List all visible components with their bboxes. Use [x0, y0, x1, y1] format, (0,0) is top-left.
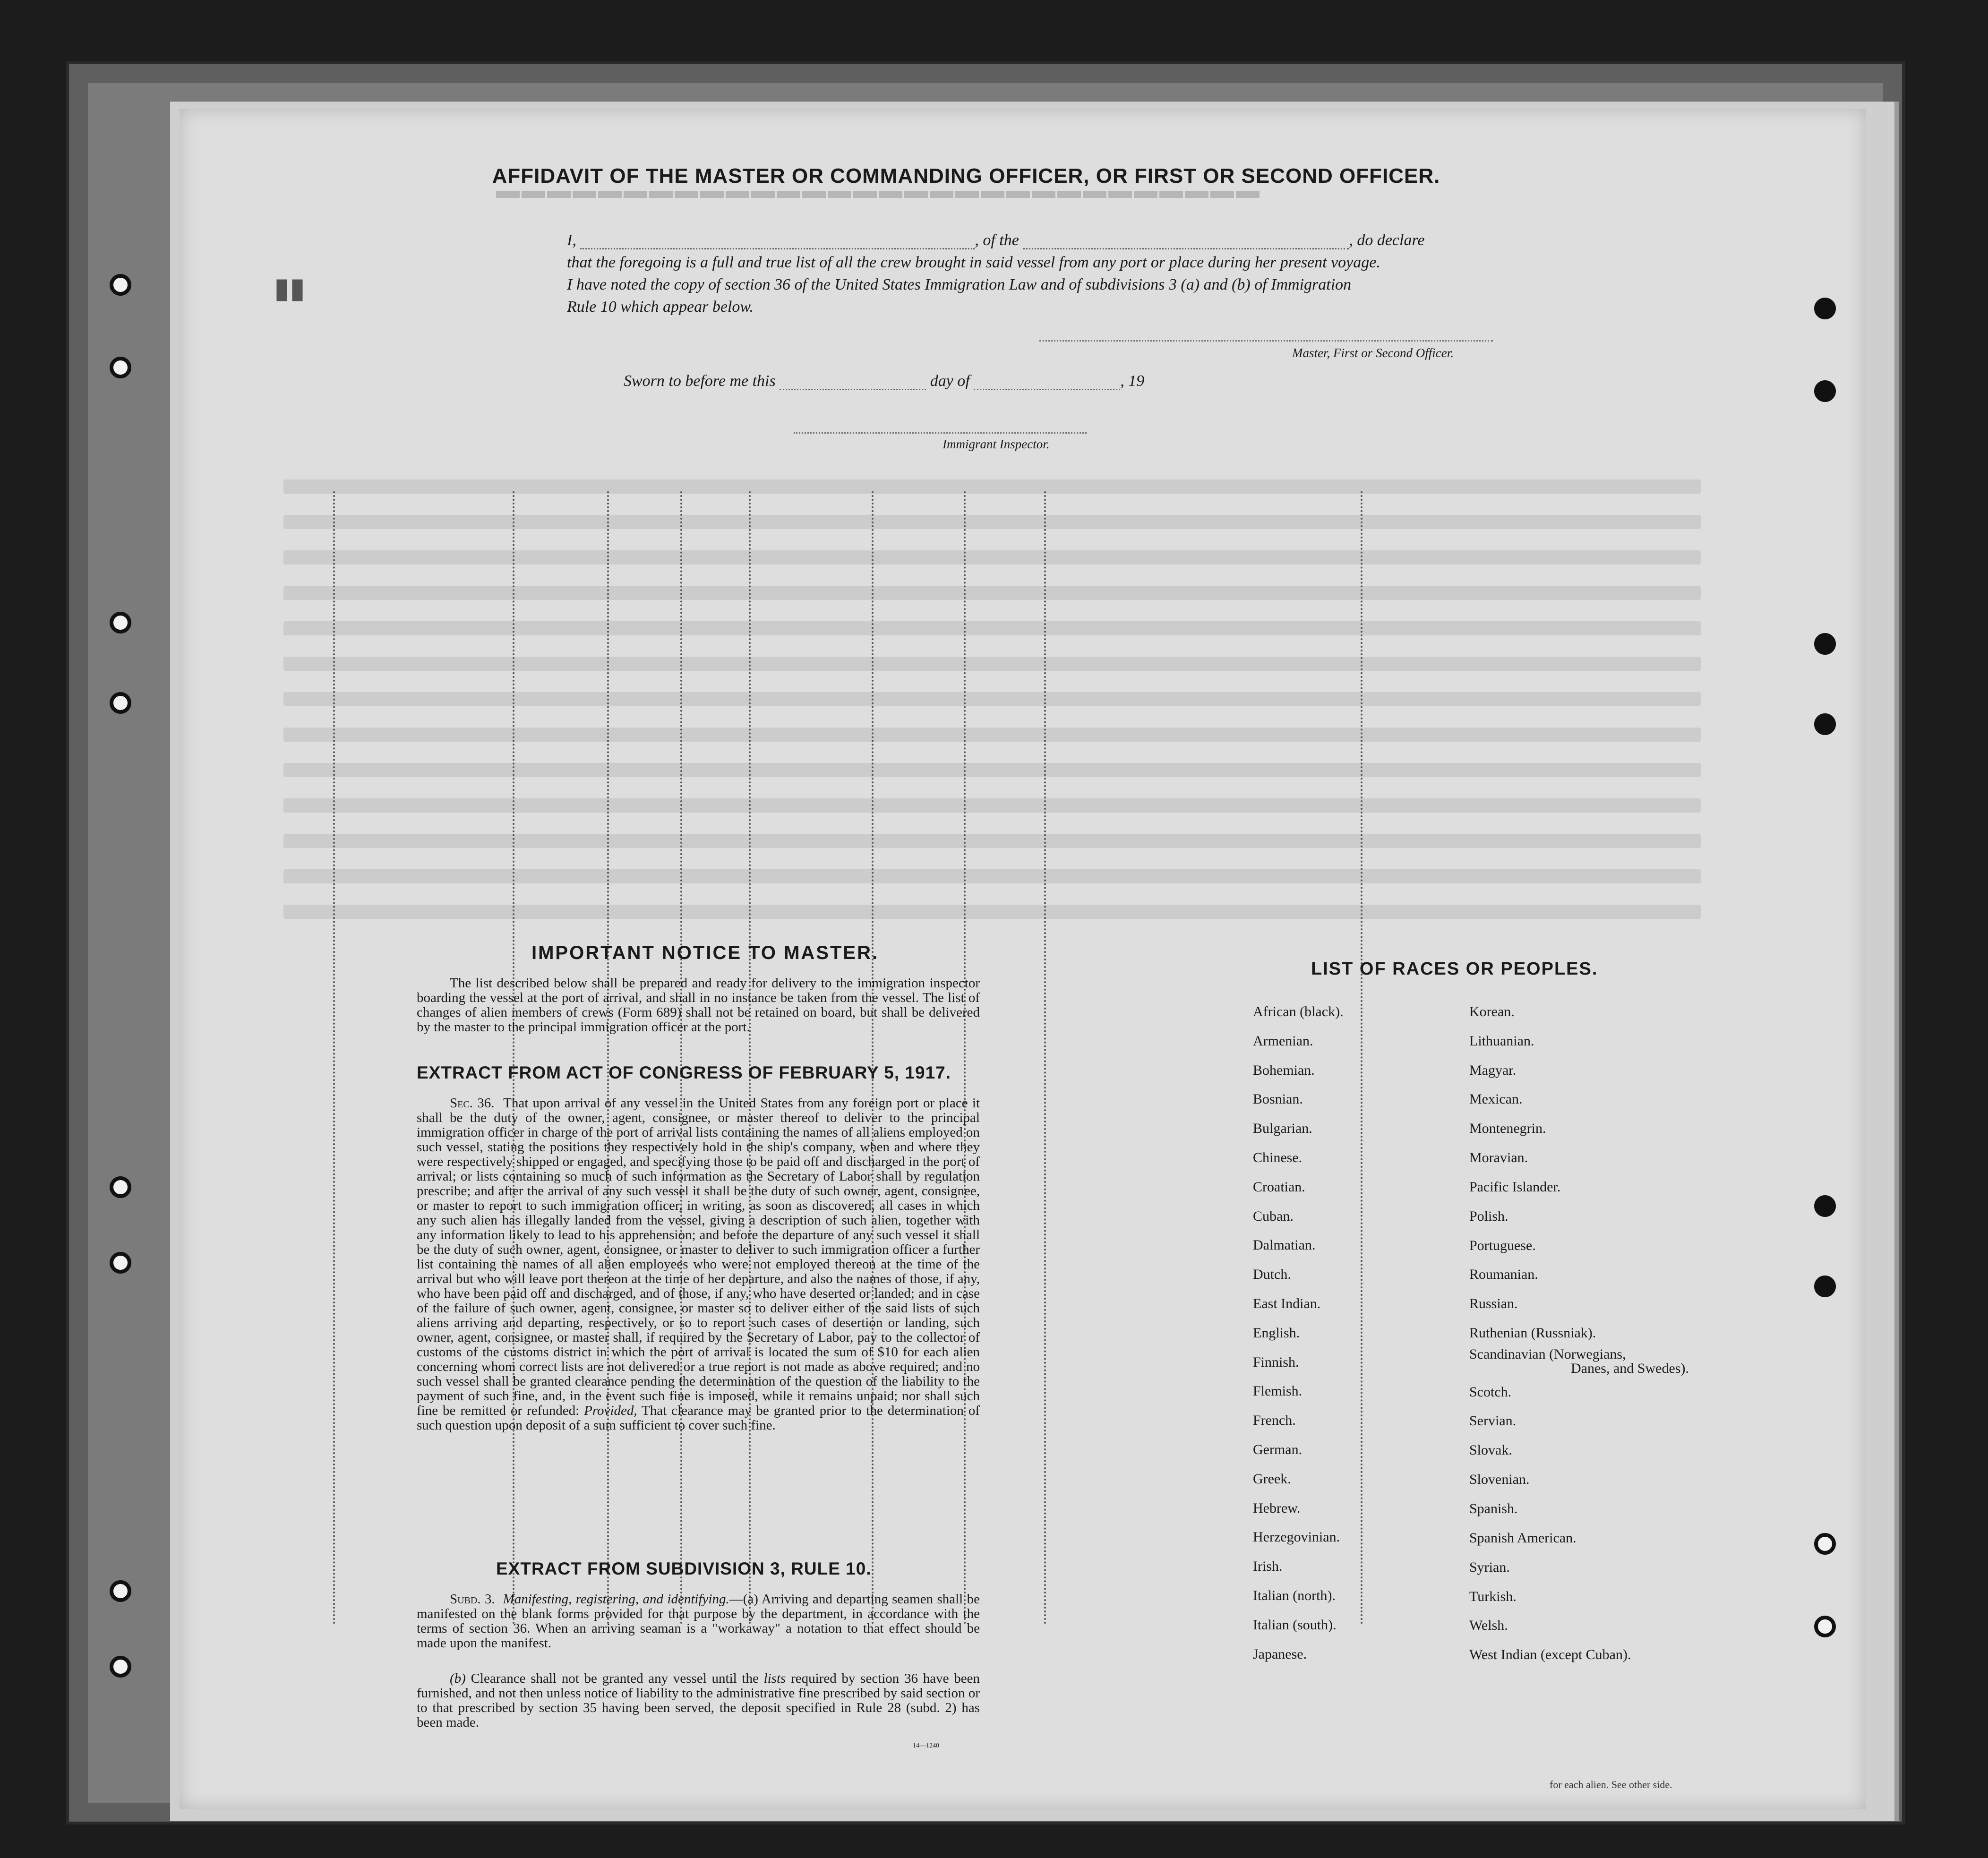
binder-hole	[110, 1656, 131, 1678]
act-title: EXTRACT FROM ACT OF CONGRESS OF FEBRUARY 5, 1917.	[417, 1063, 951, 1082]
column-rule	[333, 491, 335, 1625]
race-item: English.	[1253, 1325, 1300, 1341]
race-item: African (black).	[1253, 1004, 1344, 1019]
race-item: Pacific Islander.	[1469, 1179, 1561, 1195]
inspector-line[interactable]	[794, 432, 1087, 434]
race-item: Greek.	[1253, 1471, 1291, 1487]
subdivision-b-label: (b)	[450, 1671, 466, 1686]
bleed-row	[283, 657, 1701, 671]
subdivision-3b-text	[417, 1671, 980, 1730]
race-item: Italian (south).	[1253, 1617, 1337, 1633]
bleed-row	[283, 621, 1701, 635]
race-item: Herzegovinian.	[1253, 1529, 1340, 1545]
race-item: Armenian.	[1253, 1033, 1313, 1049]
race-item: East Indian.	[1253, 1296, 1321, 1311]
race-item: Welsh.	[1469, 1618, 1508, 1633]
vessel-blank[interactable]	[1023, 234, 1349, 249]
binder-hole	[110, 692, 131, 714]
race-item: Scotch.	[1469, 1384, 1512, 1400]
affidavit-line-3: I have noted the copy of section 36 of the United States Immigration Law and of subdivisions 3 (a) and (b) of Immigration	[567, 276, 1352, 293]
binder-hole	[110, 612, 131, 634]
subdivision-label: Subd. 3.	[450, 1592, 495, 1607]
bleed-row	[283, 905, 1701, 919]
race-item: Polish.	[1469, 1208, 1508, 1224]
binder-hole	[110, 1176, 131, 1198]
section-36-text	[417, 1096, 980, 1433]
form-number: 14—1240	[913, 1742, 939, 1749]
name-blank[interactable]	[580, 234, 975, 249]
races-title: LIST OF RACES OR PEOPLES.	[1311, 959, 1598, 979]
race-item: German.	[1253, 1442, 1302, 1457]
column-rule	[964, 491, 966, 1625]
race-item: Italian (north).	[1253, 1588, 1336, 1603]
bleed-row	[283, 515, 1701, 529]
page-hole	[1814, 1195, 1836, 1217]
subdivision-b-pre: Clearance shall not be granted any vessel until the	[471, 1671, 759, 1686]
race-item: Lithuanian.	[1469, 1033, 1534, 1049]
bleed-row	[283, 586, 1701, 600]
signature-label: Master, First or Second Officer.	[1292, 346, 1454, 360]
race-item: Servian.	[1469, 1413, 1517, 1429]
race-item: Danes, and Swedes).	[1571, 1361, 1689, 1376]
column-rule	[1044, 491, 1046, 1625]
manifest-page	[180, 109, 1866, 1809]
notice-title: IMPORTANT NOTICE TO MASTER.	[531, 942, 879, 963]
race-item: Spanish American.	[1469, 1530, 1577, 1546]
sworn-line	[624, 372, 1144, 390]
binder-hole	[110, 1580, 131, 1602]
race-item: Scandinavian (Norwegians,	[1469, 1346, 1626, 1362]
column-rule	[1361, 491, 1362, 1625]
race-item: Montenegrin.	[1469, 1121, 1546, 1136]
sworn-prefix: Sworn to before me this	[624, 372, 776, 390]
race-item: Ruthenian (Russniak).	[1469, 1325, 1596, 1341]
page-hole	[1814, 633, 1836, 655]
race-item: Slovak.	[1469, 1442, 1512, 1458]
rule-title: EXTRACT FROM SUBDIVISION 3, RULE 10.	[496, 1559, 872, 1578]
race-item: Irish.	[1253, 1558, 1283, 1575]
binder-hole	[110, 1252, 131, 1274]
bleed-row	[283, 763, 1701, 777]
column-rule	[680, 491, 682, 1625]
race-item: Flemish.	[1253, 1383, 1302, 1399]
binder-hole	[110, 357, 131, 378]
page-hole	[1814, 1533, 1836, 1555]
column-rule	[607, 491, 609, 1625]
race-item: Portuguese.	[1469, 1238, 1536, 1253]
sworn-year: , 19	[1120, 372, 1145, 390]
sworn-date-blank[interactable]	[780, 375, 926, 390]
bleed-row	[283, 692, 1701, 706]
subdivision-3a-text	[417, 1592, 980, 1651]
bleed-row	[283, 550, 1701, 565]
race-item: Croatian.	[1253, 1179, 1305, 1195]
section-tail: That clearance may be granted prior to the determination of such question upon deposit of a sum sufficient to cover such fine.	[417, 1403, 980, 1433]
page-hole	[1814, 380, 1836, 402]
page-hole	[1814, 298, 1836, 319]
signature-line[interactable]	[1039, 340, 1493, 342]
affidavit-line-4: Rule 10 which appear below.	[567, 298, 754, 316]
race-item: Chinese.	[1253, 1150, 1302, 1165]
bleed-row	[283, 869, 1701, 883]
bleed-row	[283, 798, 1701, 813]
race-item: Slovenian.	[1469, 1472, 1530, 1487]
column-rule	[749, 491, 751, 1625]
column-rule	[872, 491, 874, 1625]
affidavit-line-2: that the foregoing is a full and true list of all the crew brought in said vessel from any port or place during her present voyage.	[567, 254, 1380, 271]
page-hole	[1814, 1276, 1836, 1297]
race-item: Roumanian.	[1469, 1267, 1538, 1282]
race-item: Japanese.	[1253, 1646, 1307, 1662]
section-body: That upon arrival of any vessel in the United States from any foreign port or place it shall be the duty of the owner, agent, consignee, or master thereof to deliver to the principal immigration officer in charge of the port of arrival lists containing the names of all aliens employed on such vessel, stating the positions they respectively hold in the ship's company, when and where they were respectively shipped or engaged, and specifying those to be paid off and discharged in the port of arrival; or lists containing so much of such information as the Secretary of Labor shall by regulation prescribe; and after the arrival of any such vessel it shall be the duty of such owner, agent, consignee, or master to report to such immigration officer, in writing, as soon as discovered, all cases in which any such alien has illegally landed from the vessel, giving a description of such alien, together with any information likely to lead to his apprehension; and before the departure of any such vessel it shall be the duty of such owner, agent, consignee, or master to deliver to such immigration officer a further list containing the names of all alien employees who were not employed thereon at the time of the arrival but who will leave port thereon at the time of her departure, and also the names of those, if any, who have been paid off and discharged, and of those, if any, who have deserted or landed; and in case of the failure of such owner, agent, consignee, or master so to deliver either of the said lists of such aliens arriving and departing, respectively, or so to report such cases of desertion or landing, such owner, agent, consignee, or master shall, if required by the Secretary of Labor, pay to the collector of customs of the customs district in which the port of arrival is located the sum of $10 for each alien concerning whom correct lists are not delivered or a true report is not made as above required; and no such vessel shall be granted clearance pending the determination of the question of the liability to the payment of such fine, and, in the event such fine is imposed, while it remains unpaid; nor shall such fine be remitted or refunded:	[417, 1096, 980, 1419]
race-item: West Indian (except Cuban).	[1469, 1647, 1631, 1662]
race-item: Dalmatian.	[1253, 1237, 1316, 1253]
race-item: Moravian.	[1469, 1150, 1528, 1165]
race-item: Bohemian.	[1253, 1062, 1315, 1078]
bleed-through-title: ▬▬▬▬▬▬▬▬▬▬▬▬▬▬▬▬▬▬▬▬▬▬▬▬▬▬▬▬▬▬	[496, 186, 1261, 212]
race-item: Korean.	[1469, 1004, 1515, 1019]
sworn-day-of: day of	[930, 372, 970, 390]
footer-fragment: for each alien. See other side.	[1550, 1779, 1672, 1790]
race-item: Bosnian.	[1253, 1091, 1303, 1107]
binder-hole	[110, 274, 131, 296]
race-item: Turkish.	[1469, 1589, 1517, 1604]
race-item: Hebrew.	[1253, 1500, 1301, 1516]
race-item: Cuban.	[1253, 1208, 1294, 1224]
race-item: Finnish.	[1253, 1354, 1299, 1370]
bleed-row	[283, 834, 1701, 848]
subdivision-b-lists: lists	[763, 1671, 786, 1686]
section-label: Sec. 36.	[450, 1096, 495, 1111]
race-item: French.	[1253, 1413, 1296, 1429]
race-item: Dutch.	[1253, 1267, 1291, 1283]
race-item: Russian.	[1469, 1296, 1518, 1311]
notice-text: The list described below shall be prepared and ready for delivery to the immigration inspector boarding the vessel at the port of arrival, and shall in no instance be taken from the vessel. The list of changes of alien members of crews (Form 689) shall not be retained on board, but shall be delivered by the master to the principal immigration officer at the port.	[417, 976, 980, 1035]
section-provided: Provided,	[584, 1403, 637, 1419]
subdivision-b-post: required by section 36 have been furnished, and not then unless notice of liability to the administrative fine prescribed by said section or to that prescribed by section 35 having been served, the deposit specified in Rule 28 (subd. 2) has been made.	[417, 1671, 980, 1730]
declaration-of-the: , of the	[975, 231, 1019, 249]
page-hole	[1814, 713, 1836, 735]
page-hole	[1814, 1616, 1836, 1637]
race-item: Bulgarian.	[1253, 1121, 1312, 1137]
subdivision-a-body: —(a) Arriving and departing seamen shall be manifested on the blank forms provided for that purpose by the department, in accordance with the terms of section 36. When an arriving seaman is a "workaway" a notation to that effect should be made upon the manifest.	[417, 1592, 980, 1651]
race-item: Spanish.	[1469, 1501, 1518, 1516]
affidavit-title: AFFIDAVIT OF THE MASTER OR COMMANDING OFFICER, OR FIRST OR SECOND OFFICER.	[492, 164, 1440, 188]
bleed-row	[283, 728, 1701, 742]
race-item: Magyar.	[1469, 1062, 1517, 1078]
sworn-month-blank[interactable]	[974, 375, 1120, 390]
affidavit-declaration-line	[567, 231, 1425, 249]
bleed-through-number: ▮▮	[274, 273, 306, 304]
race-item: Syrian.	[1469, 1559, 1510, 1575]
subdivision-heading: Manifesting, registering, and identifying.	[503, 1592, 729, 1607]
declaration-declare: , do declare	[1349, 231, 1425, 249]
declaration-i: I,	[567, 231, 576, 249]
race-item: Mexican.	[1469, 1091, 1523, 1107]
inspector-label: Immigrant Inspector.	[943, 437, 1050, 451]
column-rule	[513, 491, 514, 1625]
bleed-row	[283, 479, 1701, 494]
